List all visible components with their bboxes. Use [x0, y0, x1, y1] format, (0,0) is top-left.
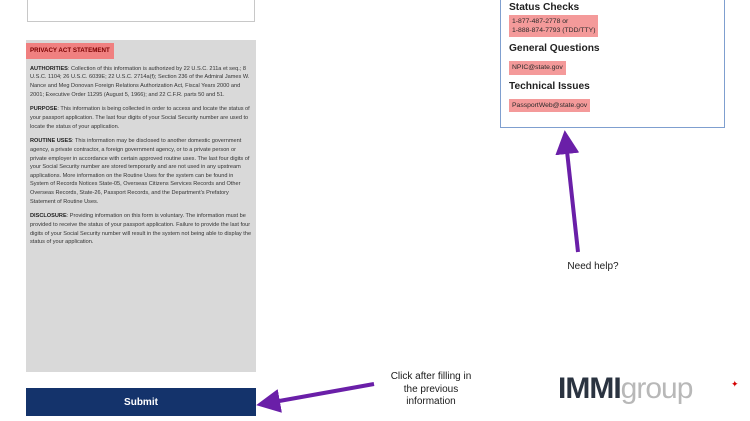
- purpose-paragraph: PURPOSE: This information is being collected in order to access and locate the status of your passport application. The last four digits of your Social Security number are used to locate the status of your application.: [30, 106, 250, 130]
- previous-input-field[interactable]: [27, 0, 255, 22]
- maple-leaf-icon: ✦: [731, 379, 739, 389]
- help-arrow: [566, 142, 578, 252]
- immigroup-logo: IMMIgroup: [558, 372, 693, 405]
- help-contact-box: [500, 0, 725, 128]
- technical-email-link[interactable]: PassportWeb@state.gov: [509, 99, 590, 112]
- status-checks-heading: Status Checks: [509, 2, 580, 13]
- submit-button[interactable]: Submit: [26, 388, 256, 416]
- disclosure-paragraph: DISCLOSURE: Providing information on this form is voluntary. The information must be provided to receive the status of your passport application. Failure to provide the last four digits of your Social Security number will result in the system not being able to display the status of your application.: [30, 213, 252, 246]
- privacy-title: PRIVACY ACT STATEMENT: [26, 43, 114, 59]
- need-help-note: Need help?: [567, 261, 619, 272]
- authorities-paragraph: AUTHORITIES: Collection of this information is authorized by 22 U.S.C. 211a et seq.; 8 U.S.C. 1104; 26 U.S.C. 6039E; 22 U.S.C. 2714a(f); Section 236 of the Admiral James W. Nance and Meg Donovan Foreign Relations Authorization Act, Fiscal Years 2000 and 2001; Executive Order 11295 (August 5, 1966); and 22 C.F.R. parts 50 and 51.: [30, 65, 250, 98]
- general-questions-heading: General Questions: [509, 43, 600, 55]
- click-after-note: Click after filling in the previous information: [390, 371, 472, 407]
- submit-arrow: [268, 384, 374, 403]
- status-phone-numbers: 1-877-487-2778 or 1-888-874-7793 (TDD/TTY): [509, 15, 598, 37]
- technical-issues-heading: Technical Issues: [509, 80, 590, 92]
- routine-uses-paragraph: ROUTINE USES: This information may be disclosed to another domestic government agency, a private contractor, a foreign government agency, or to a private person or private employer in accordance with certain approved routine uses. The last four digits of your Social Security number are stored temporarily and are not used in any upstream applications. More information on the Routine Uses for the system can be found in System of Records Notices State-05, Overseas Citizens Services Records and Other Overseas Records, State-26, Passport Records, and the Department's Prefatory Statement of Routine Uses.: [30, 138, 250, 205]
- privacy-act-statement: [26, 40, 256, 372]
- general-email-link[interactable]: NPIC@state.gov: [509, 61, 566, 74]
